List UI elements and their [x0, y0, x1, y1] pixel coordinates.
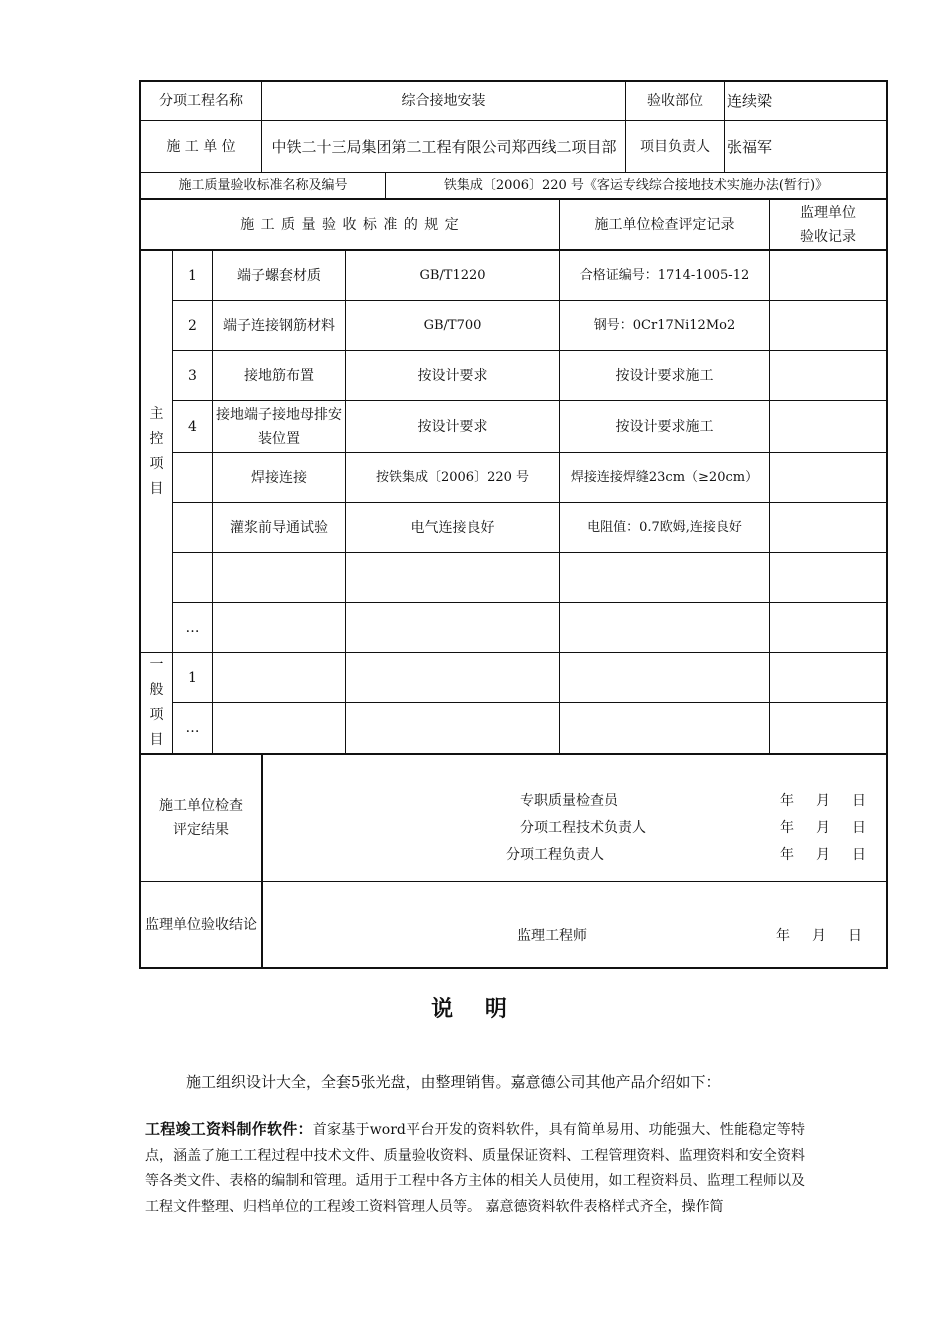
month-label: 月: [812, 928, 826, 944]
supervision-conclusion-label: 监理单位验收结论: [145, 916, 257, 933]
row-number: 3: [188, 367, 197, 384]
row-standard: 按设计要求: [417, 418, 488, 435]
row-record: 电阻值：0.7欧姆,连接良好: [587, 519, 742, 535]
column-supervision-line1: 监理单位: [800, 204, 856, 221]
row-record: [560, 603, 769, 652]
row-standard: [346, 553, 559, 602]
software-text: 首家基于word平台开发的资料软件，具有简单易用、功能强大、性能稳定等特点，涵盖了施工工程过程中技术文件、质量验收资料、质量保证资料、工程管理资料、监理资料和安全资料等各类文件、表格的编制和管理。适用于工程中各方主体的相关人员使用，如工程资料员、监理工程师以及工程文件整理、归档单位的工程竣工资料管理人员等。 嘉意德资料软件表格样式齐全，操作简: [145, 1122, 805, 1215]
row-item: 接地筋布置: [244, 367, 314, 384]
project-manager-value: 张福军: [727, 137, 773, 156]
year-label: 年: [776, 928, 790, 944]
main-items-char: 控: [149, 430, 164, 447]
main-items-char: 目: [149, 480, 164, 497]
note-title: 说 明: [431, 996, 519, 1022]
general-items-label: [141, 653, 172, 753]
row-number: …: [185, 619, 200, 636]
project-manager-label: 项目负责人: [640, 138, 710, 155]
quality-inspector-signature: 专职质量检查员: [520, 793, 618, 809]
date-line: [780, 817, 888, 837]
acceptance-part-label: 验收部位: [647, 93, 703, 109]
year-label: 年: [780, 793, 794, 809]
project-name-value: 综合接地安装: [401, 93, 486, 109]
row-record: 合格证编号：1714-1005-12: [579, 267, 750, 283]
day-label: 日: [852, 793, 866, 809]
row-item: 接地端子接地母排安装位置: [216, 406, 342, 447]
row-number: [173, 503, 212, 552]
result-label: [141, 755, 261, 881]
column-rule-header: 施 工 质 量 验 收 标 准 的 规 定: [240, 216, 460, 233]
column-check-header: 施工单位检查评定记录: [594, 216, 735, 233]
construction-unit-value: 中铁二十三局集团第二工程有限公司郑西线二项目部: [271, 137, 617, 156]
row-record: [560, 553, 769, 602]
row-standard: 按铁集成〔2006〕220 号: [375, 469, 530, 485]
row-record: 按设计要求施工: [615, 418, 714, 435]
row-standard: 电气连接良好: [410, 519, 495, 536]
main-items-char: 项: [149, 455, 164, 472]
column-supervision-line2: 验收记录: [800, 228, 856, 245]
supervising-engineer-signature: 监理工程师: [517, 928, 587, 944]
month-label: 月: [816, 820, 830, 836]
row-record: 钢号：0Cr17Ni12Mo2: [593, 317, 736, 333]
project-name-label: 分项工程名称: [159, 93, 243, 109]
day-label: 日: [848, 928, 862, 944]
row-number: 4: [188, 418, 197, 435]
construction-unit-label: 施 工 单 位: [166, 138, 236, 155]
row-item: 灌浆前导通试验: [230, 519, 328, 536]
year-label: 年: [780, 847, 794, 863]
general-items-char: 项: [149, 707, 164, 723]
row-number: 1: [188, 267, 197, 284]
day-label: 日: [852, 820, 866, 836]
date-line: [776, 925, 884, 945]
row-standard: GB/T700: [423, 317, 482, 333]
general-items-char: 目: [149, 732, 164, 748]
acceptance-part-value: 连续梁: [727, 92, 773, 110]
project-lead-signature: 分项工程负责人: [506, 847, 604, 863]
row-standard: [346, 603, 559, 652]
row-item: [213, 553, 345, 602]
column-supervision-header: [770, 200, 886, 249]
year-label: 年: [780, 820, 794, 836]
main-items-label: [141, 251, 172, 652]
row-item: 焊接连接: [251, 469, 307, 486]
row-item: 端子螺套材质: [237, 267, 321, 284]
row-standard: 按设计要求: [417, 367, 488, 384]
row-record: 焊接连接焊缝23cm（≥20cm）: [570, 469, 759, 485]
row-number: [173, 453, 212, 502]
row-item: [213, 603, 345, 652]
row-number: 2: [188, 317, 197, 334]
general-row-number: …: [185, 720, 200, 736]
general-items-char: 一: [149, 657, 164, 673]
result-label-line2: 评定结果: [173, 822, 229, 838]
general-row-number: 1: [188, 669, 197, 686]
row-record: 按设计要求施工: [615, 367, 714, 384]
month-label: 月: [816, 793, 830, 809]
note-intro: 施工组织设计大全，全套5张光盘，由整理销售。嘉意德公司其他产品介绍如下：: [186, 1073, 721, 1091]
row-standard: GB/T1220: [419, 267, 486, 283]
date-line: [780, 790, 888, 810]
row-item: 端子连接钢筋材料: [223, 317, 335, 334]
software-description: [145, 1117, 805, 1220]
standard-value: 铁集成〔2006〕220 号《客运专线综合接地技术实施办法(暂行)》: [443, 177, 829, 193]
month-label: 月: [816, 847, 830, 863]
date-line: [780, 844, 888, 864]
general-items-char: 般: [149, 682, 164, 698]
day-label: 日: [852, 847, 866, 863]
standard-label: 施工质量验收标准名称及编号: [178, 177, 348, 193]
result-label-line1: 施工单位检查: [159, 798, 243, 814]
technical-lead-signature: 分项工程技术负责人: [520, 820, 646, 836]
main-items-char: 主: [149, 405, 164, 422]
row-number: [173, 553, 212, 602]
software-title: 工程竣工资料制作软件：: [145, 1120, 313, 1138]
